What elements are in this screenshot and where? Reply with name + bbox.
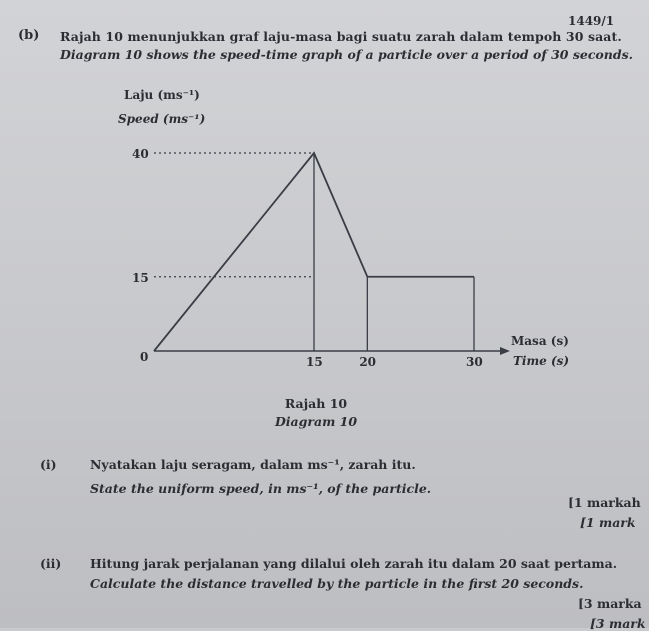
intro-english: Diagram 10 shows the speed-time graph of a particle over a period of 30 seconds. [60, 47, 633, 62]
y-tick-label-40: 40 [132, 147, 149, 161]
subquestion-2-marks-english: [3 mark [590, 616, 646, 631]
x-tick-label-0: 0 [140, 350, 149, 364]
x-tick-label-30: 30 [466, 355, 483, 369]
intro-malay: Rajah 10 menunjukkan graf laju-masa bagi suatu zarah dalam tempoh 30 saat. [60, 29, 622, 44]
subquestion-1-marks-malay: [1 markah [568, 495, 641, 510]
subquestion-1-text-english: State the uniform speed, in ms⁻¹, of the particle. [90, 481, 432, 496]
subquestion-1-marks-english: [1 mark [580, 515, 636, 530]
subquestion-2-number: (ii) [40, 556, 62, 571]
subquestion-2-marks-malay: [3 marka [578, 596, 642, 611]
diagram-caption-malay: Rajah 10 [284, 396, 348, 411]
diagram-caption-english: Diagram 10 [274, 414, 358, 429]
x-axis-arrow [500, 347, 510, 355]
y-tick-label-15: 15 [132, 270, 149, 285]
y-axis-label-malay: Laju (ms⁻¹) [124, 88, 200, 102]
subquestion-2-text-english: Calculate the distance travelled by the particle in the first 20 seconds. [90, 576, 584, 591]
x-axis-label-malay: Masa (s) [511, 334, 569, 348]
x-axis-label-english: Time (s) [513, 354, 570, 368]
y-axis-label-english: Speed (ms⁻¹) [118, 112, 206, 126]
x-tick-label-20: 20 [359, 355, 377, 369]
x-tick-label-15: 15 [306, 355, 323, 369]
subquestion-1-number: (i) [40, 457, 57, 472]
subquestion-2-text-malay: Hitung jarak perjalanan yang dilalui oleh zarah itu dalam 20 saat pertama. [90, 556, 618, 571]
paper-code: 1449/1 [568, 14, 615, 28]
subquestion-1-text-malay: Nyatakan laju seragam, dalam ms⁻¹, zarah itu. [90, 457, 416, 472]
part-label: (b) [18, 28, 40, 43]
